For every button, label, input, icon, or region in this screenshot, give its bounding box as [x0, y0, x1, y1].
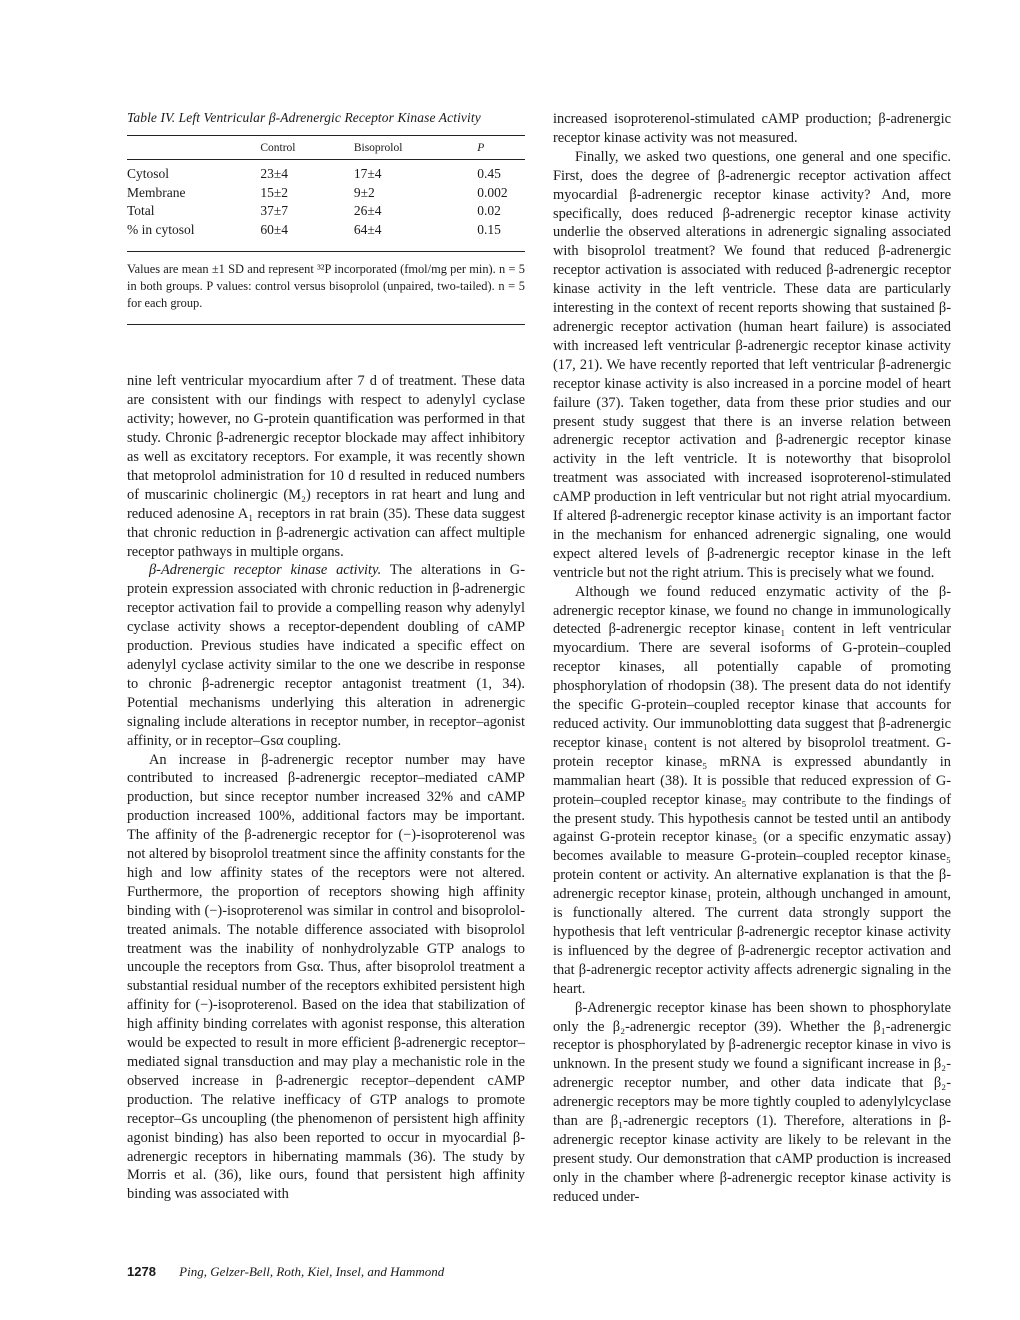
- p-value: 0.002: [477, 184, 508, 200]
- right-column: [553, 110, 951, 1207]
- bisoprolol-value: 64±4: [353, 221, 382, 237]
- row-label: Membrane: [127, 184, 186, 200]
- page-footer: [127, 1264, 444, 1280]
- table-footnote: Values are mean ±1 SD and represent ³²P incorporated (fmol/mg per min). n = 5 in both groups. P values: control versus bisoprolol (unpaired, two-tailed). n = 5 for each group.: [127, 262, 525, 311]
- table-row: [127, 184, 525, 203]
- row-label: % in cytosol: [127, 221, 195, 237]
- running-authors: Ping, Gelzer-Bell, Roth, Kiel, Insel, and Hammond: [179, 1264, 445, 1279]
- table-row: [127, 202, 525, 221]
- table-title: Table IV. Left Ventricular β-Adrenergic Receptor Kinase Activity: [127, 110, 481, 125]
- section-run-in-heading: β-Adrenergic receptor kinase activity.: [149, 562, 382, 579]
- p-value: 0.15: [477, 221, 501, 237]
- col-header-bisoprolol: Bisoprolol: [353, 142, 403, 154]
- p-value: 0.45: [477, 166, 501, 181]
- body-paragraph: β-Adrenergic receptor kinase has been shown to phosphorylate only the β₂-adrenergic receptor (39). Whether the β₁-adrenergic receptor is phosphorylated by β-adrenergic receptor kinase in vivo is unknown. In the present study we found a significant increase in β₂-adrenergic receptor number, and other data indicate that β₂-adrenergic receptors may be more tightly coupled to adenylylcyclase than are β₁-adrenergic receptors (1). Therefore, alterations in β-adrenergic receptor kinase activity are likely to be relevant in the present study. Our demonstration that cAMP production is increased only in the chamber where β-adrenergic receptor kinase activity is reduced under-: [553, 999, 951, 1205]
- col-header-p: P: [477, 142, 485, 154]
- body-paragraph: An increase in β-adrenergic receptor number may have contributed to increased β-adrenergic receptor–mediated cAMP production, but since receptor number increased 32% and cAMP production increased 100%, additional factors may be important. The affinity of the β-adrenergic receptor for (−)-isoproterenol was not altered by bisoprolol treatment since the affinity constants for the high and low affinity states of the receptors were not altered. Furthermore, the proportion of receptors showing high affinity binding with (−)-isoproterenol was similar in control and bisoprolol-treated animals. The notable difference associated with bisoprolol treatment was the inability of nonhydrolyzable GTP analogs to uncouple the receptors from Gsα. Thus, after bisoprolol treatment a substantial residual number of the receptors exhibited persistent high affinity for (−)-isoproterenol. Based on the idea that stabilization of high affinity binding correlates with agonist response, this alteration would be expected to result in more efficient β-adrenergic receptor–mediated signal transduction and may play a mechanistic role in the observed increase in β-adrenergic receptor–dependent cAMP production. The relative inefficacy of GTP analogs to promote receptor–Gs uncoupling (the phenomenon of persistent high affinity agonist binding) has also been reported to occur in myocardial β-adrenergic receptors in hibernating mammals (36). The study by Morris et al. (36), like ours, found that persistent high affinity binding was associated with: [127, 751, 525, 1203]
- bisoprolol-value: 17±4: [353, 166, 382, 181]
- control-value: 23±4: [260, 166, 288, 181]
- table-header-row: [127, 136, 525, 159]
- body-paragraph: Although we found reduced enzymatic activity of the β-adrenergic receptor kinase, we found no change in immunologically detected β-adrenergic receptor kinase₁ content in left ventricular myocardium. There are several isoforms of G-protein–coupled receptor kinases, all potentially capable of promoting phosphorylation of rhodopsin (38). The present data do not identify the specific G-protein–coupled receptor kinase that accounts for reduced activity. Our immunoblotting data suggest that β-adrenergic receptor kinase₁ content is not altered by bisoprolol treatment. G-protein receptor kinase₅ mRNA is expressed abundantly in mammalian heart (38). It is possible that reduced expression of G-protein–coupled receptor kinase₅ may contribute to the findings of the present study. This hypothesis cannot be tested until an antibody against G-protein receptor kinase₅ (or a specific enzymatic assay) becomes available to measure G-protein–coupled receptor kinase₅ protein content or activity. An alternative explanation is that the β-adrenergic receptor kinase₁ protein, although unchanged in amount, is functionally altered. The current data strongly support the hypothesis that left ventricular β-adrenergic receptor kinase activity is influenced by the degree of β-adrenergic receptor activation and that β-adrenergic receptor activity affects adrenergic signaling in the heart.: [553, 583, 951, 997]
- page-number: 1278: [127, 1264, 156, 1279]
- body-paragraph: nine left ventricular myocardium after 7 d of treatment. These data are consistent with our findings with respect to adenylyl cyclase activity; however, no G-protein quantification was performed in that study. Chronic β-adrenergic receptor blockade may affect inhibitory as well as excitatory receptors. For example, it was recently shown that metoprolol administration for 10 d resulted in reduced numbers of muscarinic cholinergic (M₂) receptors in rat heart and lung and reduced adenosine A₁ receptors in rat brain (35). These data suggest that chronic reduction in β-adrenergic activation can affect multiple receptor pathways in multiple organs.: [127, 373, 525, 560]
- left-column: [127, 110, 525, 1204]
- control-value: 15±2: [260, 184, 288, 200]
- paragraph-text: The alterations in G-protein expression associated with chronic reduction in β-adrenergic receptor activation fail to provide a compelling reason why adenylyl cyclase activity shows a receptor-dependent doubling of cAMP production. Previous studies have indicated a specific effect on adenylyl cyclase activity similar to the one we describe in response to chronic β-adrenergic receptor antagonist treatment (1, 34). Potential mechanisms underlying this alteration in adrenergic signaling include alterations in receptor number, in receptor–agonist affinity, or in receptor–Gsα coupling.: [127, 562, 525, 749]
- body-paragraph: [127, 561, 525, 750]
- bisoprolol-value: 9±2: [353, 184, 375, 200]
- body-paragraph: Finally, we asked two questions, one general and one specific. First, does the degree of β-adrenergic receptor activation affect myocardial β-adrenergic receptor kinase activity? And, more specifically, does reduced β-adrenergic receptor kinase activity underlie the observed alterations in adrenergic signaling associated with bisoprolol treatment? We found that reduced β-adrenergic receptor activation is associated with reduced β-adrenergic receptor kinase activity in the left ventricle. These data are particularly interesting in the context of recent reports showing that sustained β-adrenergic receptor activation (human heart failure) is associated with increased left ventricular β-adrenergic receptor kinase activity (17, 21). We have recently reported that left ventricular β-adrenergic receptor kinase activity is also increased in a porcine model of heart failure (37). Taken together, data from these prior studies and our present study suggest that there is an inverse relation between adrenergic receptor activation and β-adrenergic receptor kinase activity in the left ventricle. It is noteworthy that bisoprolol treatment was associated with increased isoproterenol-stimulated cAMP production in left ventricular but not right atrial myocardium. If altered β-adrenergic receptor kinase activity is an important factor in the mechanism for enhanced adrenergic signaling, one would expect altered levels of β-adrenergic receptor kinase in the left ventricle but not the right atrium. This is precisely what we found.: [553, 148, 951, 581]
- col-header-control: Control: [260, 142, 296, 154]
- p-value: 0.02: [477, 203, 501, 219]
- table-bottom-rule: [127, 251, 525, 252]
- bisoprolol-value: 26±4: [353, 203, 382, 219]
- table-row: [127, 165, 525, 184]
- table-row: [127, 221, 525, 240]
- control-value: 37±7: [260, 203, 288, 219]
- row-label: Cytosol: [127, 166, 170, 181]
- table-header-rule: [127, 159, 525, 160]
- body-paragraph: increased isoproterenol-stimulated cAMP production; β-adrenergic receptor kinase activity was not measured.: [553, 111, 951, 146]
- kinase-activity-table: [127, 136, 525, 239]
- row-label: Total: [127, 203, 155, 219]
- col-header-label: [127, 136, 258, 159]
- control-value: 60±4: [260, 221, 288, 237]
